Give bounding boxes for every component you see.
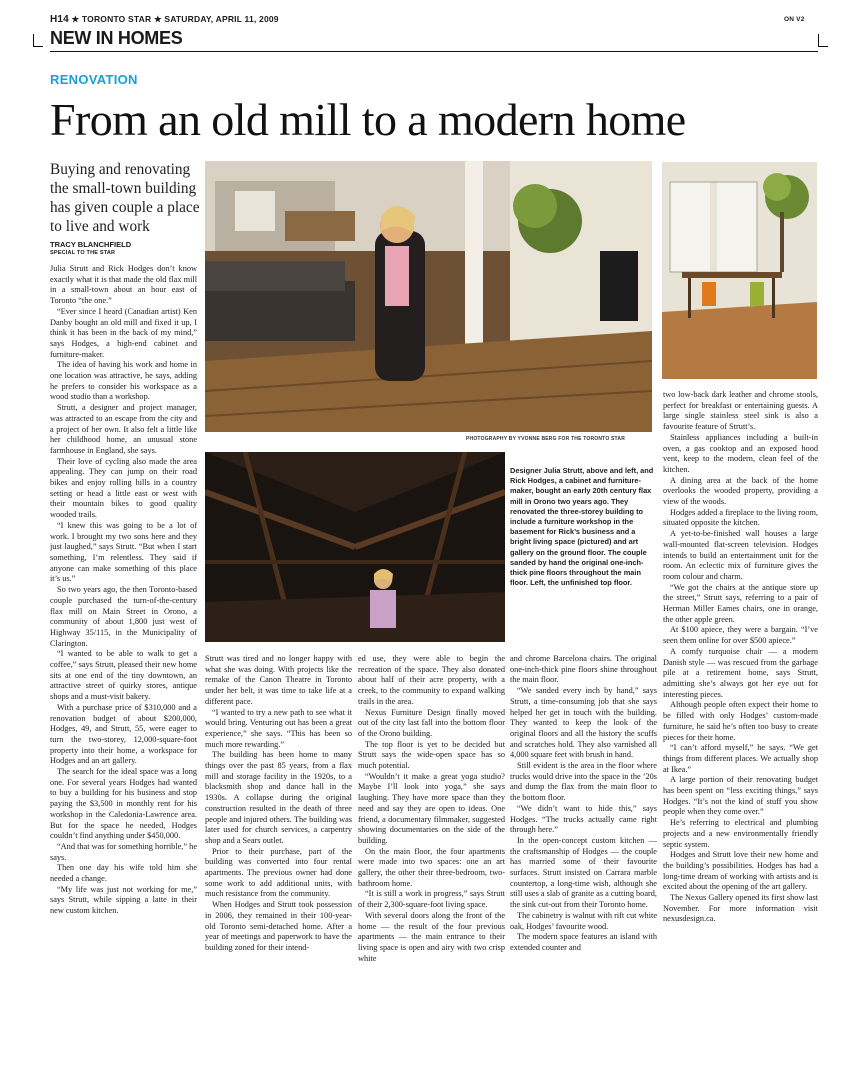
deck-line: has given couple a place <box>50 199 200 216</box>
paragraph: So two years ago, the then Toronto-based couple purchased the turn-of-the-century flax mill on Main Street in Orono, a community of about 1,800 just west of Highway 35/115, in the Municipality of Clarington. <box>50 585 197 648</box>
paragraph: The idea of having his work and home in one location was attractive, he says, adding he prefers to consider his workspace as a wood studio than a workshop. <box>50 360 197 402</box>
article-kicker: RENOVATION <box>50 72 138 87</box>
paragraph: Stainless appliances including a built-in oven, a gas cooktop and an exposed hood vent, keep to the modern, clean feel of the kitchen. <box>663 432 818 474</box>
paragraph: “We got the chairs at the antique store up the street,” Strutt says, referring to a pair of Herman Miller Eames chairs, one in orange, the other apple green. <box>663 582 818 624</box>
paragraph: A dining area at the back of the home overlooks the wooded property, providing a view of the woods. <box>663 475 818 507</box>
paragraph: “My life was just not working for me,” says Strutt, while sipping a latte in their new custom kitchen. <box>50 884 197 916</box>
paragraph: “I wanted to be able to walk to get a coffee,” says Strutt, pleased their new home sits at one end of the tiny downtown, an attractive street of quirky stores, antique shops and a must-visit bakery. <box>50 649 197 702</box>
paragraph: “I can’t afford myself,” he says. “We get things from different places. We actually shop at Ikea.” <box>663 743 818 774</box>
paragraph: A large portion of their renovating budget has been spent on “less exciting things,” says Hodges. “It’s not the kind of stuff you show people when they come over.” <box>663 775 818 817</box>
paragraph: ed use, they were able to begin the recreation of the space. They also donated about half of their acre property, with a creek, to the community to expand walking trails in the area. <box>358 654 505 706</box>
deck-line: Buying and renovating <box>50 161 191 178</box>
paper-name: TORONTO STAR <box>81 14 152 24</box>
deck-line: the small-town building <box>50 180 197 197</box>
article-column-4 <box>510 654 657 1064</box>
article-deck <box>50 160 210 236</box>
photo-caption: Designer Julia Strutt, above and left, and Rick Hodges, a cabinet and furniture-maker, bought an early 20th century flax mill in Orono two years ago. They renovated the three-storey building to include a furniture workshop in the basement for Rick’s business and a bright living space (pictured) and art gallery on the ground floor. The couple sanded by hand the original one-inch-thick pine floors throughout the main floor. Left, the unfinished top floor. <box>510 466 654 588</box>
paragraph: Strutt, a designer and project manager, was attracted to an escape from the city and a project of her own. It also felt a little like her childhood home, an unusual stone farmhouse in England, she says. <box>50 403 197 455</box>
attic-illustration <box>205 452 505 642</box>
paragraph: The cabinetry is walnut with rift cut white oak, Hodges’ favourite wood. <box>510 910 657 931</box>
paragraph: He’s referring to electrical and plumbing projects and a new environmentally friendly septic system. <box>663 818 818 849</box>
edition-label: ON V2 <box>784 16 805 23</box>
paragraph: A yet-to-be-finished wall houses a large wall-mounted flat-screen television. Hodges intends to build an entertainment unit for the room. An eclectic mix of furniture gives the room colour and charm. <box>663 529 818 581</box>
article-column-3 <box>358 654 505 1064</box>
article-column-1 <box>50 264 197 1064</box>
paragraph: The top floor is yet to be decided but Strutt says the wide-open space has so much potential. <box>358 739 505 771</box>
paragraph: “I knew this was going to be a lot of work. I brought my two sons here and they just laughed,” says Strutt. “But when I start something, I’m relentless. They said if anyone can make something of this place it’s us.” <box>50 520 197 584</box>
deck-line: to live and work <box>50 218 150 235</box>
paragraph: “Ever since I heard (Canadian artist) Ken Danby bought an old mill and fixed it up, I think it has been in the back of my mind,” says Hodges, a high-end cabinet and furniture-maker. <box>50 306 197 359</box>
paragraph: The search for the ideal space was a long one. For several years Hodges had wanted to buy a building for his business and stop paying the $3,500 in monthly rent for his workshop in the Caledonia-Lawrence area. But for the space he needed, Hodges couldn’t find anything under $450,000. <box>50 767 197 841</box>
paragraph: At $100 apiece, they were a bargain. “I’ve seen them online for over $500 apiece.” <box>663 625 818 646</box>
photo-credit: PHOTOGRAPHY BY YVONNE BERG FOR THE TORONTO STAR <box>466 436 626 442</box>
paragraph: A comfy turquoise chair — a modern Danish style — was rescued from the garbage pile at a retirement home, says Strutt, admitting she’s always got her eye out for interesting pieces. <box>663 646 818 699</box>
paragraph: On the main floor, the four apartments were made into two spaces: one an art gallery, the other their three-bedroom, two-bathroom home. <box>358 846 505 888</box>
paragraph: Strutt was tired and no longer happy with what she was doing. With projects like the remake of the Canon Theatre in Toronto under her belt, it was time to take life at a different pace. <box>205 654 352 706</box>
paragraph: When Hodges and Strutt took possession in 2006, they remained in their 100-year-old Toronto semi-detached home. After a year of meetings and paperwork to have the building zoned for their intend- <box>205 900 352 952</box>
attic-photo <box>205 452 505 642</box>
article-column-2 <box>205 654 352 1064</box>
crop-mark-left-h <box>33 46 43 47</box>
paragraph: Nexus Furniture Design finally moved out of the city last fall into the bottom floor of the Orono building. <box>358 707 505 738</box>
section-title: NEW IN HOMES <box>50 28 183 48</box>
living-room-illustration <box>205 161 652 432</box>
star-separator: ★ <box>153 14 162 24</box>
paragraph: The modern space features an island with extended counter and <box>510 932 657 952</box>
paragraph: Still evident is the area in the floor where trucks would drive into the space in the ’20s and dump the flax from the main floor to the bottom floor. <box>510 761 657 803</box>
paragraph: In the open-concept custom kitchen — the craftsmanship of Hodges — the couple has married some of their favourite surfaces. Strutt insisted on Carrara marble countertop, a long-time wish, although she still uses a slab of granite as a cutting board, the sink cut-out from their Toronto home. <box>510 835 657 910</box>
crop-mark-right-h <box>818 46 828 47</box>
paragraph: “Wouldn’t it make a great yoga studio? Maybe I’ll look into yoga,” she says laughing. They have more space than they need and say they are open to ideas. One friend, a documentary filmmaker, suggested showing documentaries on the side of the building. <box>358 771 505 845</box>
paragraph: “I wanted to try a new path to see what it would bring. Venturing out has been a great experience,” she says. “This has been so much more rewarding.” <box>205 707 352 749</box>
paragraph: “And that was for something horrible,” he says. <box>50 841 197 862</box>
section-rule <box>50 51 818 52</box>
masthead <box>50 14 279 25</box>
paragraph: “We sanded every inch by hand,” says Strutt, a time-consuming job that she says helped her get in touch with the building. They wanted to keep the look of the original floors and all the history the scuffs and scratches hold. They also varnished all 4,000 square feet with brush in hand. <box>510 686 657 760</box>
article-headline: From an old mill to a modern home <box>50 94 686 145</box>
page-number: H14 <box>50 14 69 25</box>
paragraph: The Nexus Gallery opened its first show last November. For more information visit nexusdesign.ca. <box>663 893 818 924</box>
paragraph: The building has been home to many things over the past 85 years, from a flax mill and storage facility in the 1920s, to a blacksmith shop and dance hall in the 1930s. A collapse during the original construction resulted in the death of three people and injured others. The building was later used for church services, a carpentry shop and a Sears outlet. <box>205 750 352 845</box>
paragraph: Julia Strutt and Rick Hodges don’t know exactly what it is that made the old flax mill in a small-town about an hour east of Toronto “the one.” <box>50 264 197 306</box>
byline <box>50 240 131 258</box>
living-room-photo <box>205 161 652 432</box>
article-column-5 <box>663 390 818 1064</box>
byline-name: TRACY BLANCHFIELD <box>50 240 132 249</box>
paragraph: Their love of cycling also made the area appealing. They can jump on their road bikes and enjoy rolling hills in a country setting or head a little east or west with their mountain bikes to good quality wooded trails. <box>50 456 197 520</box>
paragraph: Then one day his wife told him she needed a change. <box>50 863 197 884</box>
paragraph: and chrome Barcelona chairs. The original one-inch-thick pine floors shine throughout the main floor. <box>510 654 657 685</box>
paragraph: “It is still a work in progress,” says Strutt of their 2,300-square-foot living space. <box>358 889 505 910</box>
paragraph: two low-back dark leather and chrome stools, perfect for breakfast or entertaining guests. A large single stainless steel sink is also a favourite feature of Strutt’s. <box>663 390 818 432</box>
paragraph: “We didn’t want to hide this,” says Hodges. “The trucks actually came right through here.” <box>510 803 657 835</box>
paragraph: Hodges and Strutt love their new home and the building’s possibilities. Hodges has had a long-time dream of working with artists and is excited about the opening of the art gallery. <box>663 850 818 892</box>
paragraph: Hodges added a fireplace to the living room, situated opposite the kitchen. <box>663 507 818 528</box>
dining-room-illustration <box>662 162 817 379</box>
dining-room-photo <box>662 162 817 379</box>
star-separator: ★ <box>71 14 80 24</box>
byline-title: SPECIAL TO THE STAR <box>50 250 116 256</box>
paragraph: Prior to their purchase, part of the building was converted into four rental apartments. The previous owner had done some work to add additional units, with much resistance from the community. <box>205 846 352 899</box>
paragraph: Although people often expect their home to be filled with only Hodges’ custom-made furniture, he said he’s often too busy to create pieces for their home. <box>663 700 818 742</box>
issue-date: SATURDAY, APRIL 11, 2009 <box>164 14 279 24</box>
paragraph: With a purchase price of $310,000 and a renovation budget of about $200,000, Hodges, 49, and Strutt, 55, were eager to turn the two-storey, 12,000-square-foot property into their home, a workspace for Hodges and an art gallery. <box>50 702 197 766</box>
paragraph: With several doors along the front of the home — the result of the four previous apartments — the main entrance to their living space is open and airy with two crisp white <box>358 910 505 963</box>
